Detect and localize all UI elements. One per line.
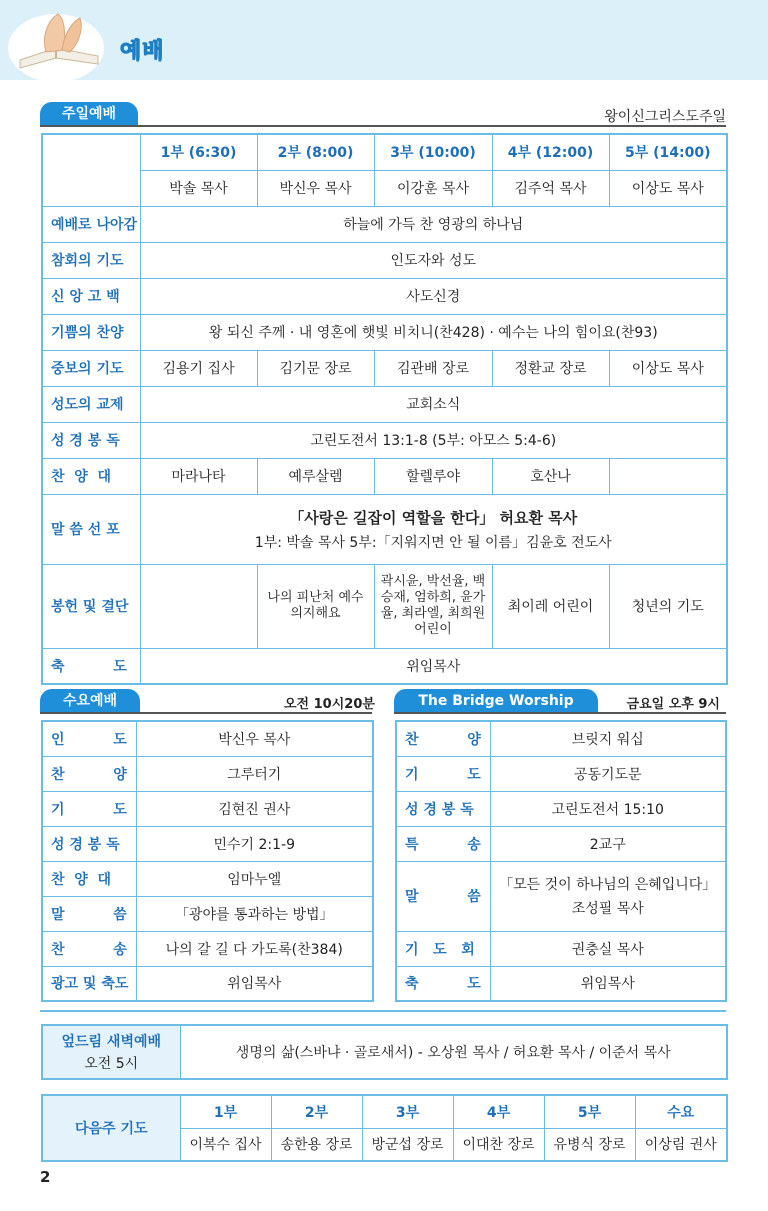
wed-value-praise: 그루터기 xyxy=(136,756,373,791)
row-label-reading: 성 경 봉 독 xyxy=(42,422,140,458)
choir-3: 할렐루야 xyxy=(374,458,492,494)
preacher-3: 이강훈 목사 xyxy=(374,170,492,206)
wed-value-hymn: 나의 갈 길 다 가도록(찬384) xyxy=(136,931,373,966)
bridge-value-praise: 브릿지 워십 xyxy=(490,721,726,756)
row-label-blessing: 축 도 xyxy=(42,648,140,684)
bridge-note: 금요일 오후 9시 xyxy=(626,697,720,712)
sermon-title: 「사랑은 길잡이 역할을 한다」 허요환 목사 xyxy=(289,508,578,527)
choir-1: 마라나타 xyxy=(140,458,257,494)
bridge-value-prayer-meeting: 권충실 목사 xyxy=(490,931,726,966)
wednesday-table xyxy=(41,720,374,1002)
nextweek-header-2: 2부 xyxy=(271,1095,362,1128)
bridge-label-reading: 성 경 봉 독 xyxy=(396,791,490,826)
sermon-subtitle: 1부: 박솔 목사 5부:「지워지면 안 될 이름」김윤호 전도사 xyxy=(254,534,612,551)
row-label-approach: 예배로 나아감 xyxy=(42,206,140,242)
offering-5: 청년의 기도 xyxy=(609,564,727,648)
dawn-value: 생명의 삶(스바냐 · 골로새서) - 오상원 목사 / 허요환 목사 / 이준서 목사 xyxy=(180,1025,727,1079)
nextweek-header-3: 3부 xyxy=(362,1095,453,1128)
offering-4: 최이레 어린이 xyxy=(492,564,609,648)
intercession-2: 김기문 장로 xyxy=(257,350,374,386)
wed-value-prayer: 김현진 권사 xyxy=(136,791,373,826)
choir-5 xyxy=(609,458,727,494)
nextweek-name-4: 이대찬 장로 xyxy=(453,1128,544,1161)
nextweek-header-5: 5부 xyxy=(544,1095,635,1128)
dawn-time: 오전 5시 xyxy=(84,1056,139,1072)
choir-2: 예루살렘 xyxy=(257,458,374,494)
preacher-2: 박신우 목사 xyxy=(257,170,374,206)
dawn-label-cell xyxy=(42,1025,180,1079)
row-label-confession: 참회의 기도 xyxy=(42,242,140,278)
dawn-table xyxy=(41,1024,728,1080)
row-value-confession: 인도자와 성도 xyxy=(140,242,727,278)
intercession-1: 김용기 집사 xyxy=(140,350,257,386)
bridge-label-special: 특 송 xyxy=(396,826,490,861)
bridge-label-blessing: 축 도 xyxy=(396,966,490,1001)
wed-label-prayer: 기 도 xyxy=(42,791,136,826)
row-value-blessing: 위임목사 xyxy=(140,648,727,684)
nextweek-name-wed: 이상림 권사 xyxy=(635,1128,727,1161)
offering-2: 나의 피난처 예수 의지해요 xyxy=(257,564,374,648)
section-rule xyxy=(40,712,372,714)
wed-label-hymn: 찬 송 xyxy=(42,931,136,966)
wed-value-reading: 민수기 2:1-9 xyxy=(136,826,373,861)
intercession-4: 정환교 장로 xyxy=(492,350,609,386)
offering-3: 곽시윤, 박선율, 백승재, 엄하희, 윤가율, 최라엘, 최희원 어린이 xyxy=(374,564,492,648)
bridge-sermon-title: 「모든 것이 하나님의 은혜입니다」 xyxy=(499,877,717,893)
service-3: 3부 (10:00) xyxy=(374,134,492,170)
row-value-sermon xyxy=(140,494,727,564)
nextweek-name-1: 이복수 집사 xyxy=(180,1128,271,1161)
wed-label-praise: 찬 양 xyxy=(42,756,136,791)
bridge-value-blessing: 위임목사 xyxy=(490,966,726,1001)
row-label-creed: 신 앙 고 백 xyxy=(42,278,140,314)
service-5: 5부 (14:00) xyxy=(609,134,727,170)
bridge-label-prayer-meeting: 기 도 회 xyxy=(396,931,490,966)
tab-bridge: The Bridge Worship xyxy=(394,689,598,713)
wed-value-choir: 임마누엘 xyxy=(136,861,373,896)
row-label-intercession: 중보의 기도 xyxy=(42,350,140,386)
wed-value-blessing: 위임목사 xyxy=(136,966,373,1001)
nextweek-header-4: 4부 xyxy=(453,1095,544,1128)
row-label-choir: 찬 양 대 xyxy=(42,458,140,494)
bridge-table xyxy=(395,720,727,1002)
praying-hands-bible-icon xyxy=(6,8,114,80)
service-1: 1부 (6:30) xyxy=(140,134,257,170)
dawn-label: 엎드림 새벽예배 xyxy=(61,1034,162,1050)
nextweek-table xyxy=(41,1094,728,1162)
row-label-sermon: 말 씀 선 포 xyxy=(42,494,140,564)
bridge-label-prayer: 기 도 xyxy=(396,756,490,791)
service-2: 2부 (8:00) xyxy=(257,134,374,170)
preacher-1: 박솔 목사 xyxy=(140,170,257,206)
choir-4: 호산나 xyxy=(492,458,609,494)
nextweek-name-5: 유병식 장로 xyxy=(544,1128,635,1161)
corner-cell xyxy=(42,134,140,206)
bridge-label-sermon: 말 씀 xyxy=(396,861,490,931)
row-value-fellowship: 교회소식 xyxy=(140,386,727,422)
tab-wednesday: 수요예배 xyxy=(40,689,140,713)
wed-label-leader: 인 도 xyxy=(42,721,136,756)
row-label-fellowship: 성도의 교제 xyxy=(42,386,140,422)
bridge-value-reading: 고린도전서 15:10 xyxy=(490,791,726,826)
wed-label-reading: 성 경 봉 독 xyxy=(42,826,136,861)
header-band xyxy=(0,0,768,80)
page-title: 예배 xyxy=(120,39,165,64)
sunday-note: 왕이신그리스도주일 xyxy=(604,109,726,125)
page-number: 2 xyxy=(40,1168,51,1186)
intercession-5: 이상도 목사 xyxy=(609,350,727,386)
intercession-3: 김관배 장로 xyxy=(374,350,492,386)
bridge-sermon-preacher: 조성필 목사 xyxy=(571,901,644,917)
bridge-value-sermon xyxy=(490,861,726,931)
nextweek-header-wed: 수요 xyxy=(635,1095,727,1128)
wed-label-sermon: 말 씀 xyxy=(42,896,136,931)
sunday-table xyxy=(41,133,728,685)
wed-value-sermon: 「광야를 통과하는 방법」 xyxy=(136,896,373,931)
row-label-offering: 봉헌 및 결단 xyxy=(42,564,140,648)
wed-value-leader: 박신우 목사 xyxy=(136,721,373,756)
nextweek-name-3: 방군섭 장로 xyxy=(362,1128,453,1161)
preacher-4: 김주억 목사 xyxy=(492,170,609,206)
bridge-label-praise: 찬 양 xyxy=(396,721,490,756)
tab-sunday: 주일예배 xyxy=(40,102,138,126)
wednesday-note: 오전 10시20분 xyxy=(284,697,375,712)
row-value-creed: 사도신경 xyxy=(140,278,727,314)
nextweek-header-1: 1부 xyxy=(180,1095,271,1128)
wed-label-blessing: 광고 및 축도 xyxy=(42,966,136,1001)
offering-1 xyxy=(140,564,257,648)
row-label-praise: 기쁨의 찬양 xyxy=(42,314,140,350)
row-value-reading: 고린도전서 13:1-8 (5부: 아모스 5:4-6) xyxy=(140,422,727,458)
nextweek-name-2: 송한용 장로 xyxy=(271,1128,362,1161)
bridge-value-prayer: 공동기도문 xyxy=(490,756,726,791)
section-divider xyxy=(40,1010,726,1012)
nextweek-label: 다음주 기도 xyxy=(42,1095,180,1161)
section-rule xyxy=(394,712,726,714)
service-4: 4부 (12:00) xyxy=(492,134,609,170)
bridge-value-special: 2교구 xyxy=(490,826,726,861)
preacher-5: 이상도 목사 xyxy=(609,170,727,206)
wed-label-choir: 찬 양 대 xyxy=(42,861,136,896)
row-value-approach: 하늘에 가득 찬 영광의 하나님 xyxy=(140,206,727,242)
row-value-praise: 왕 되신 주께 · 내 영혼에 햇빛 비치니(찬428) · 예수는 나의 힘이요(찬93) xyxy=(140,314,727,350)
